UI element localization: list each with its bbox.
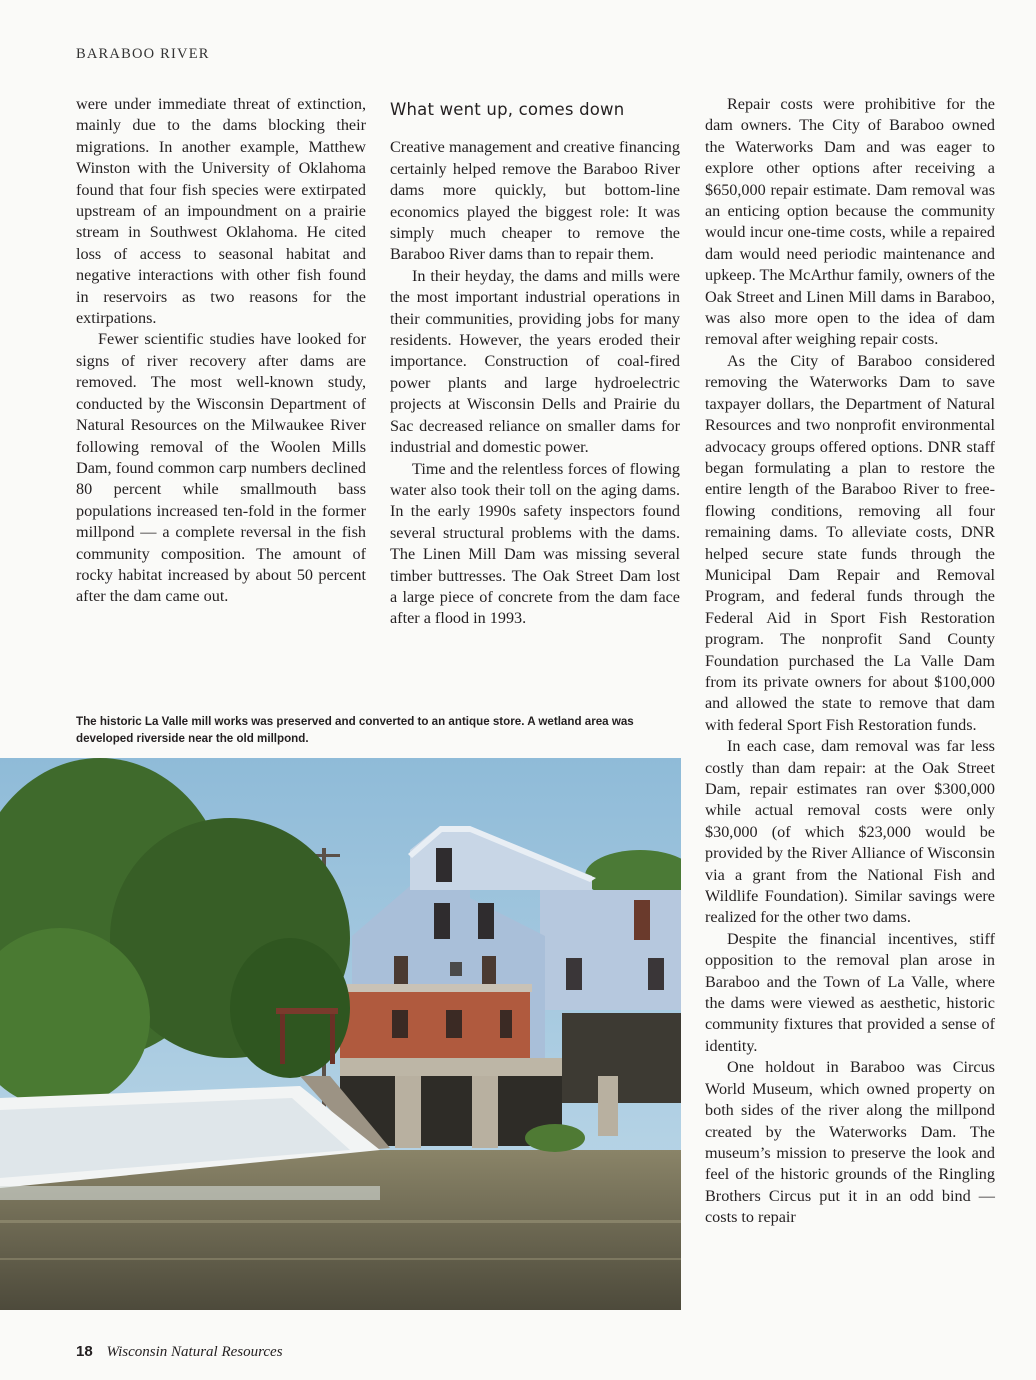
article-column-2 <box>390 94 680 630</box>
paragraph: In their heyday, the dams and mills were the most important industrial operations in their communities, providing jobs for many residents. However, the years eroded their importance. Construction of coal-fired power plants and large hydroelectric projects at Wisconsin Dells and Prairie du Sac decreased reliance on smaller dams for industrial and domestic power. <box>390 266 680 457</box>
concrete-base <box>340 1058 562 1078</box>
section-subhead: What went up, comes down <box>390 100 625 119</box>
article-column-3 <box>705 94 995 1229</box>
paragraph: Repair costs were prohibitive for the dam owners. The City of Baraboo owned the Waterworks Dam and was eager to explore other options after receiving a $650,000 repair estimate. Dam removal was an enticing option because the community would incur one-time costs, while a repaired dam would need periodic maintenance and upkeep. The McArthur family, owners of the Oak Street and Linen Mill dams in Baraboo, was also more open to the idea of dam removal after weighing repair costs. <box>705 95 995 349</box>
mill-photo <box>0 758 681 1310</box>
paragraph: One holdout in Baraboo was Circus World Museum, which owned property on both sides of the river along the millpond created by the Waterworks Dam. The museum’s mission to preserve the look and feel of the historic grounds of the Ringling Brothers Circus put it in an odd bind — costs to repair <box>705 1058 995 1227</box>
page-footer <box>76 1343 283 1361</box>
paragraph: Despite the financial incentives, stiff opposition to the removal plan arose in Baraboo and the Town of La Valle, where the dams were viewed as aesthetic, historic community fixtures that provided a sense of identity. <box>705 929 995 1055</box>
magazine-name: Wisconsin Natural Resources <box>106 1344 283 1360</box>
paragraph: Time and the relentless forces of flowing water also took their toll on the aging dams. In the early 1990s safety inspectors found several structural problems with the dams. The Linen Mill Dam was missing several timber buttresses. The Oak Street Dam lost a large piece of concrete from the dam face after a flood in 1993. <box>390 459 680 628</box>
mill-annex <box>540 890 681 1010</box>
dam-gate <box>276 1008 338 1014</box>
paragraph: were under immediate threat of extinction, mainly due to the dams blocking their migrations. In another example, Matthew Winston with the University of Oklahoma found that four fish species were extirpated upstream of an impoundment on a prairie stream in Southwest Oklahoma. He cited loss of access to seasonal habitat and negative interactions with other fish found in reservoirs as two reasons for the extirpations. <box>76 95 366 328</box>
riverbank-plants <box>525 1124 585 1152</box>
article-column-1 <box>76 94 366 608</box>
paragraph: Creative management and creative financing certainly helped remove the Baraboo River dams more quickly, but bottom-line economics played the biggest role: It was simply much cheaper to remove the Baraboo River dams than to repair them. <box>390 138 680 264</box>
mill-photo-illustration <box>0 758 681 1310</box>
photo-caption: The historic La Valle mill works was preserved and converted to an antique store. A wetland area was developed riverside near the old millpond. <box>76 715 634 745</box>
paragraph: As the City of Baraboo considered removing the Waterworks Dam to save taxpayer dollars, the Department of Natural Resources and two nonprofit environmental advocacy groups offered options. DNR staff began formulating a plan to restore the entire length of the Baraboo River to free-flowing conditions, removing all four remaining dams. To alleviate costs, DNR helped secure state funds through the Municipal Dam Repair and Removal Program, and federal funds through the Federal Aid in Sport Fish Restoration program. The nonprofit Sand County Foundation purchased the La Valle Dam from its private owners for about $100,000 and allowed the state to remove that dam with federal Sport Fish Restoration funds. <box>705 351 995 734</box>
running-head: BARABOO RIVER <box>76 46 210 62</box>
paragraph: Fewer scientific studies have looked for signs of river recovery after dams are removed. The most well-known study, conducted by the Wisconsin Department of Natural Resources on the Milwaukee River following removal of the Woolen Mills Dam, found common carp numbers declined 80 percent while smallmouth bass populations increased ten-fold in the former millpond — a complete reversal in the fish community composition. The amount of rocky habitat increased by about 50 percent after the dam came out. <box>76 330 366 606</box>
page-number: 18 <box>76 1343 93 1360</box>
paragraph: In each case, dam removal was far less costly than dam repair: at the Oak Street Dam, repair estimates ran over $300,000 while actual removal costs were only $30,000 (of which $23,000 would be provided by the River Alliance of Wisconsin via a grant from the National Fish and Wildlife Foundation). Similar savings were realized for the other two dams. <box>705 737 995 927</box>
